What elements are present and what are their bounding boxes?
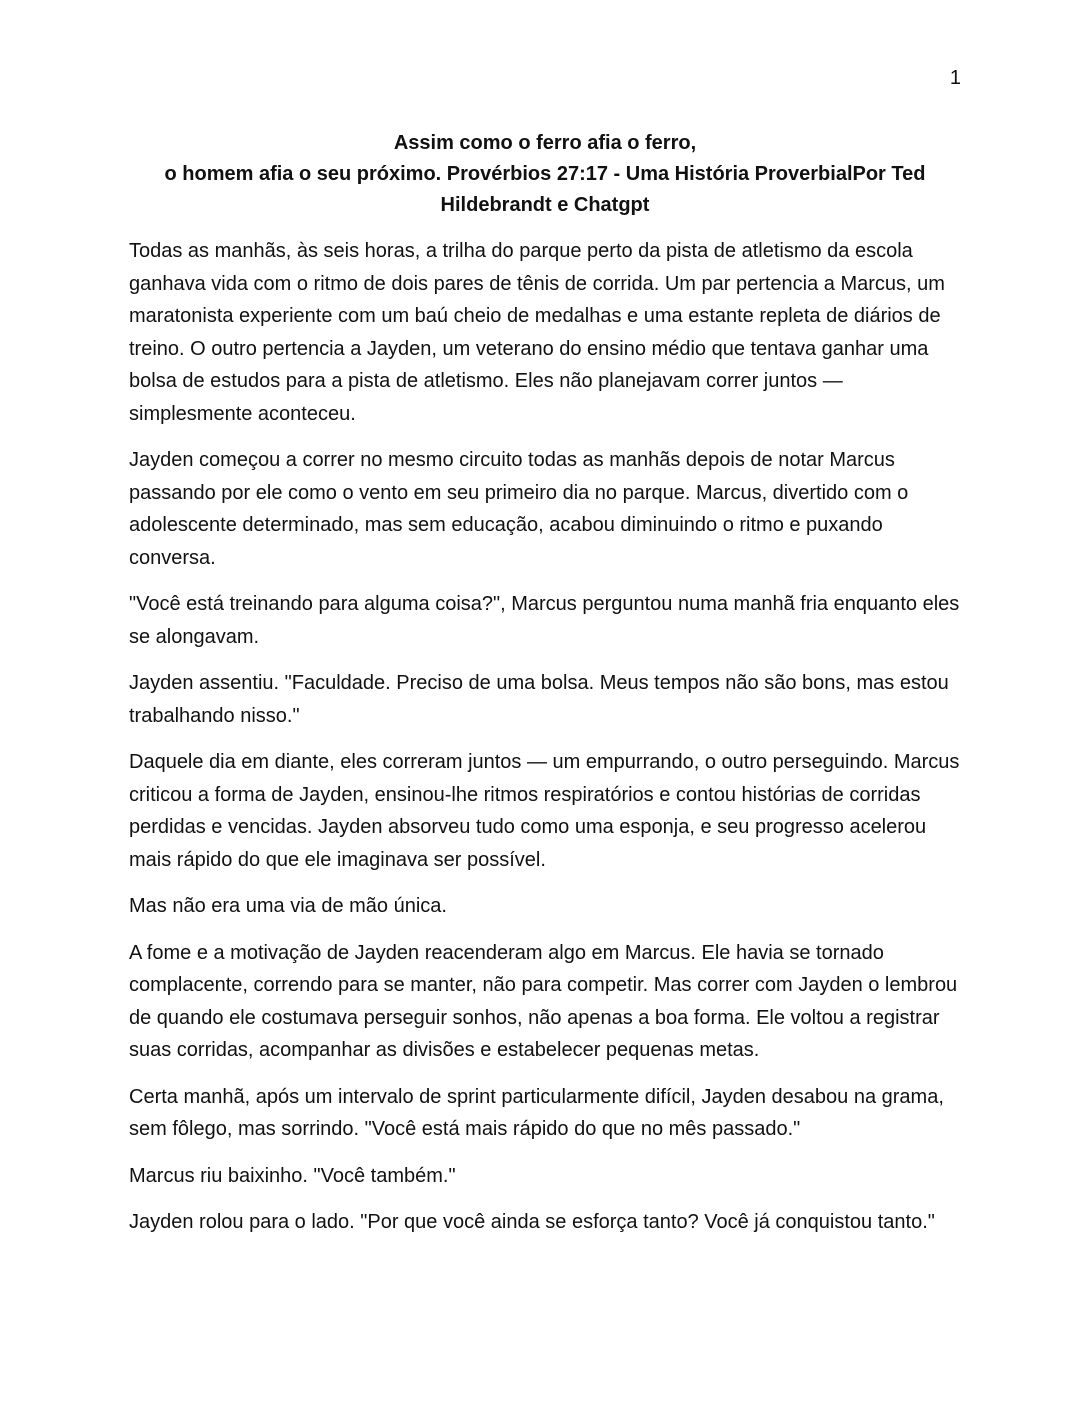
paragraph: A fome e a motivação de Jayden reacenderam algo em Marcus. Ele havia se tornado complacente, correndo para se manter, não para competir. Mas correr com Jayden o lembrou de quando ele costumava perseguir sonhos, não apenas a boa forma. Ele voltou a registrar suas corridas, acompanhar as divisões e estabelecer pequenas metas. (129, 941, 958, 1061)
paragraph: "Você está treinando para alguma coisa?", Marcus perguntou numa manhã fria enquanto eles se alongavam. (129, 593, 960, 648)
paragraph: Todas as manhãs, às seis horas, a trilha do parque perto da pista de atletismo da escola ganhava vida com o ritmo de dois pares de tênis de corrida. Um par pertencia a Marcus, um maratonista experiente com um baú cheio de medalhas e uma estante repleta de diários de treino. O outro pertencia a Jayden, um veterano do ensino médio que tentava ganhar uma bolsa de estudos para a pista de atletismo. Eles não planejavam correr juntos — simplesmente aconteceu. (129, 240, 945, 425)
paragraph: Jayden assentiu. "Faculdade. Preciso de uma bolsa. Meus tempos não são bons, mas estou trabalhando nisso." (129, 672, 949, 727)
title-line: Hildebrandt e Chatgpt (440, 194, 650, 216)
document-body (129, 128, 961, 1253)
paragraph: Jayden rolou para o lado. "Por que você ainda se esforça tanto? Você já conquistou tanto." (129, 1211, 935, 1233)
title-line: o homem afia o seu próximo. Provérbios 27:17 - Uma História ProverbialPor Ted (164, 163, 926, 185)
paragraph: Mas não era uma via de mão única. (129, 895, 447, 917)
paragraph: Jayden começou a correr no mesmo circuito todas as manhãs depois de notar Marcus passando por ele como o vento em seu primeiro dia no parque. Marcus, divertido com o adolescente determinado, mas sem educação, acabou diminuindo o ritmo e puxando conversa. (129, 449, 909, 569)
paragraph: Marcus riu baixinho. "Você também." (129, 1164, 456, 1187)
document-title (129, 128, 961, 221)
paragraph: Certa manhã, após um intervalo de sprint particularmente difícil, Jayden desabou na grama, sem fôlego, mas sorrindo. "Você está mais rápido do que no mês passado." (129, 1085, 944, 1140)
title-line: Assim como o ferro afia o ferro, (393, 132, 697, 154)
paragraph: Daquele dia em diante, eles correram juntos — um empurrando, o outro perseguindo. Marcus criticou a forma de Jayden, ensinou-lhe ritmos respiratórios e contou histórias de corridas perdidas e vencidas. Jayden absorveu tudo como uma esponja, e seu progresso acelerou mais rápido do que ele imaginava ser possível. (129, 751, 960, 871)
page-number: 1 (949, 67, 961, 89)
